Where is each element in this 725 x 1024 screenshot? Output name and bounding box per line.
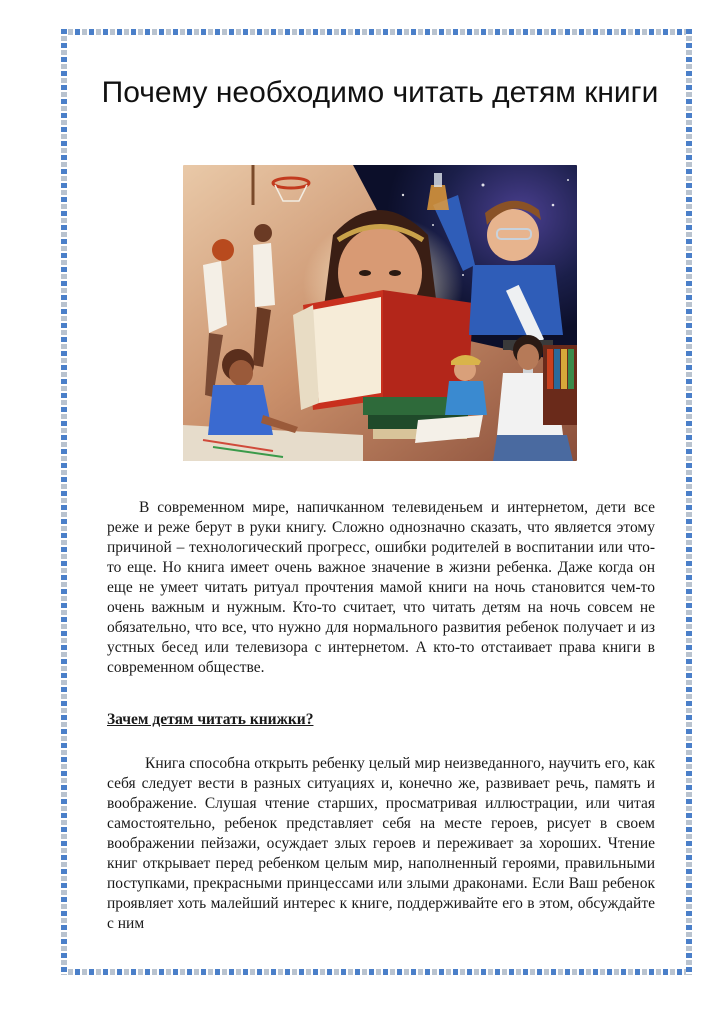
border-right: [686, 29, 692, 975]
border-left: [61, 29, 67, 975]
section-heading: Зачем детям читать книжки?: [107, 711, 314, 728]
page-title: Почему необходимо читать детям книги: [101, 76, 659, 109]
bookshelf: [543, 345, 577, 425]
section-paragraph: Книга способна открыть ребенку целый мир неизведанного, научить его, как себя следует вести в разных ситуациях и, конечно же, развивает речь, память и воображение. Слушая чтение старших, просматривая иллюстрации, или читая самостоятельно, ребенок представляет себя на месте героев, рисует в своем воображении пейзажи, осуждает злых героев и переживает за хороших. Чтение книг открывает перед ребенком целым мир, наполненный героями, правильными поступками, прекрасными принцессами или злыми драконами. Если Ваш ребенок проявляет хоть малейший интерес к книге, поддерживайте его в этом, обсуждайте с ним: [107, 755, 655, 932]
intro-paragraph: В современном мире, напичканном телевиденьем и интернетом, дети все реже и реже берут в руки книгу. Сложно однозначно сказать, что является этому причиной – технологический прогресс, ошибки родителей в воспитании или что-то еще. Но книга имеет очень важное значение в жизни ребенка. Даже когда он еще не умеет читать ритуал прочтения мамой книги на ночь становится чем-то очень важным и нужным. Кто-то считает, что читать детям на ночь совсем не обязательно, что все, что нужно для нормального развития ребенок получает и из устных бесед или телевизора с интернетом. А кто-то отстаивает права книги в современном обществе.: [107, 499, 655, 676]
border-top: [61, 29, 692, 35]
reading-children-illustration: [183, 165, 577, 461]
open-red-book: [293, 290, 473, 410]
border-bottom: [61, 969, 692, 975]
